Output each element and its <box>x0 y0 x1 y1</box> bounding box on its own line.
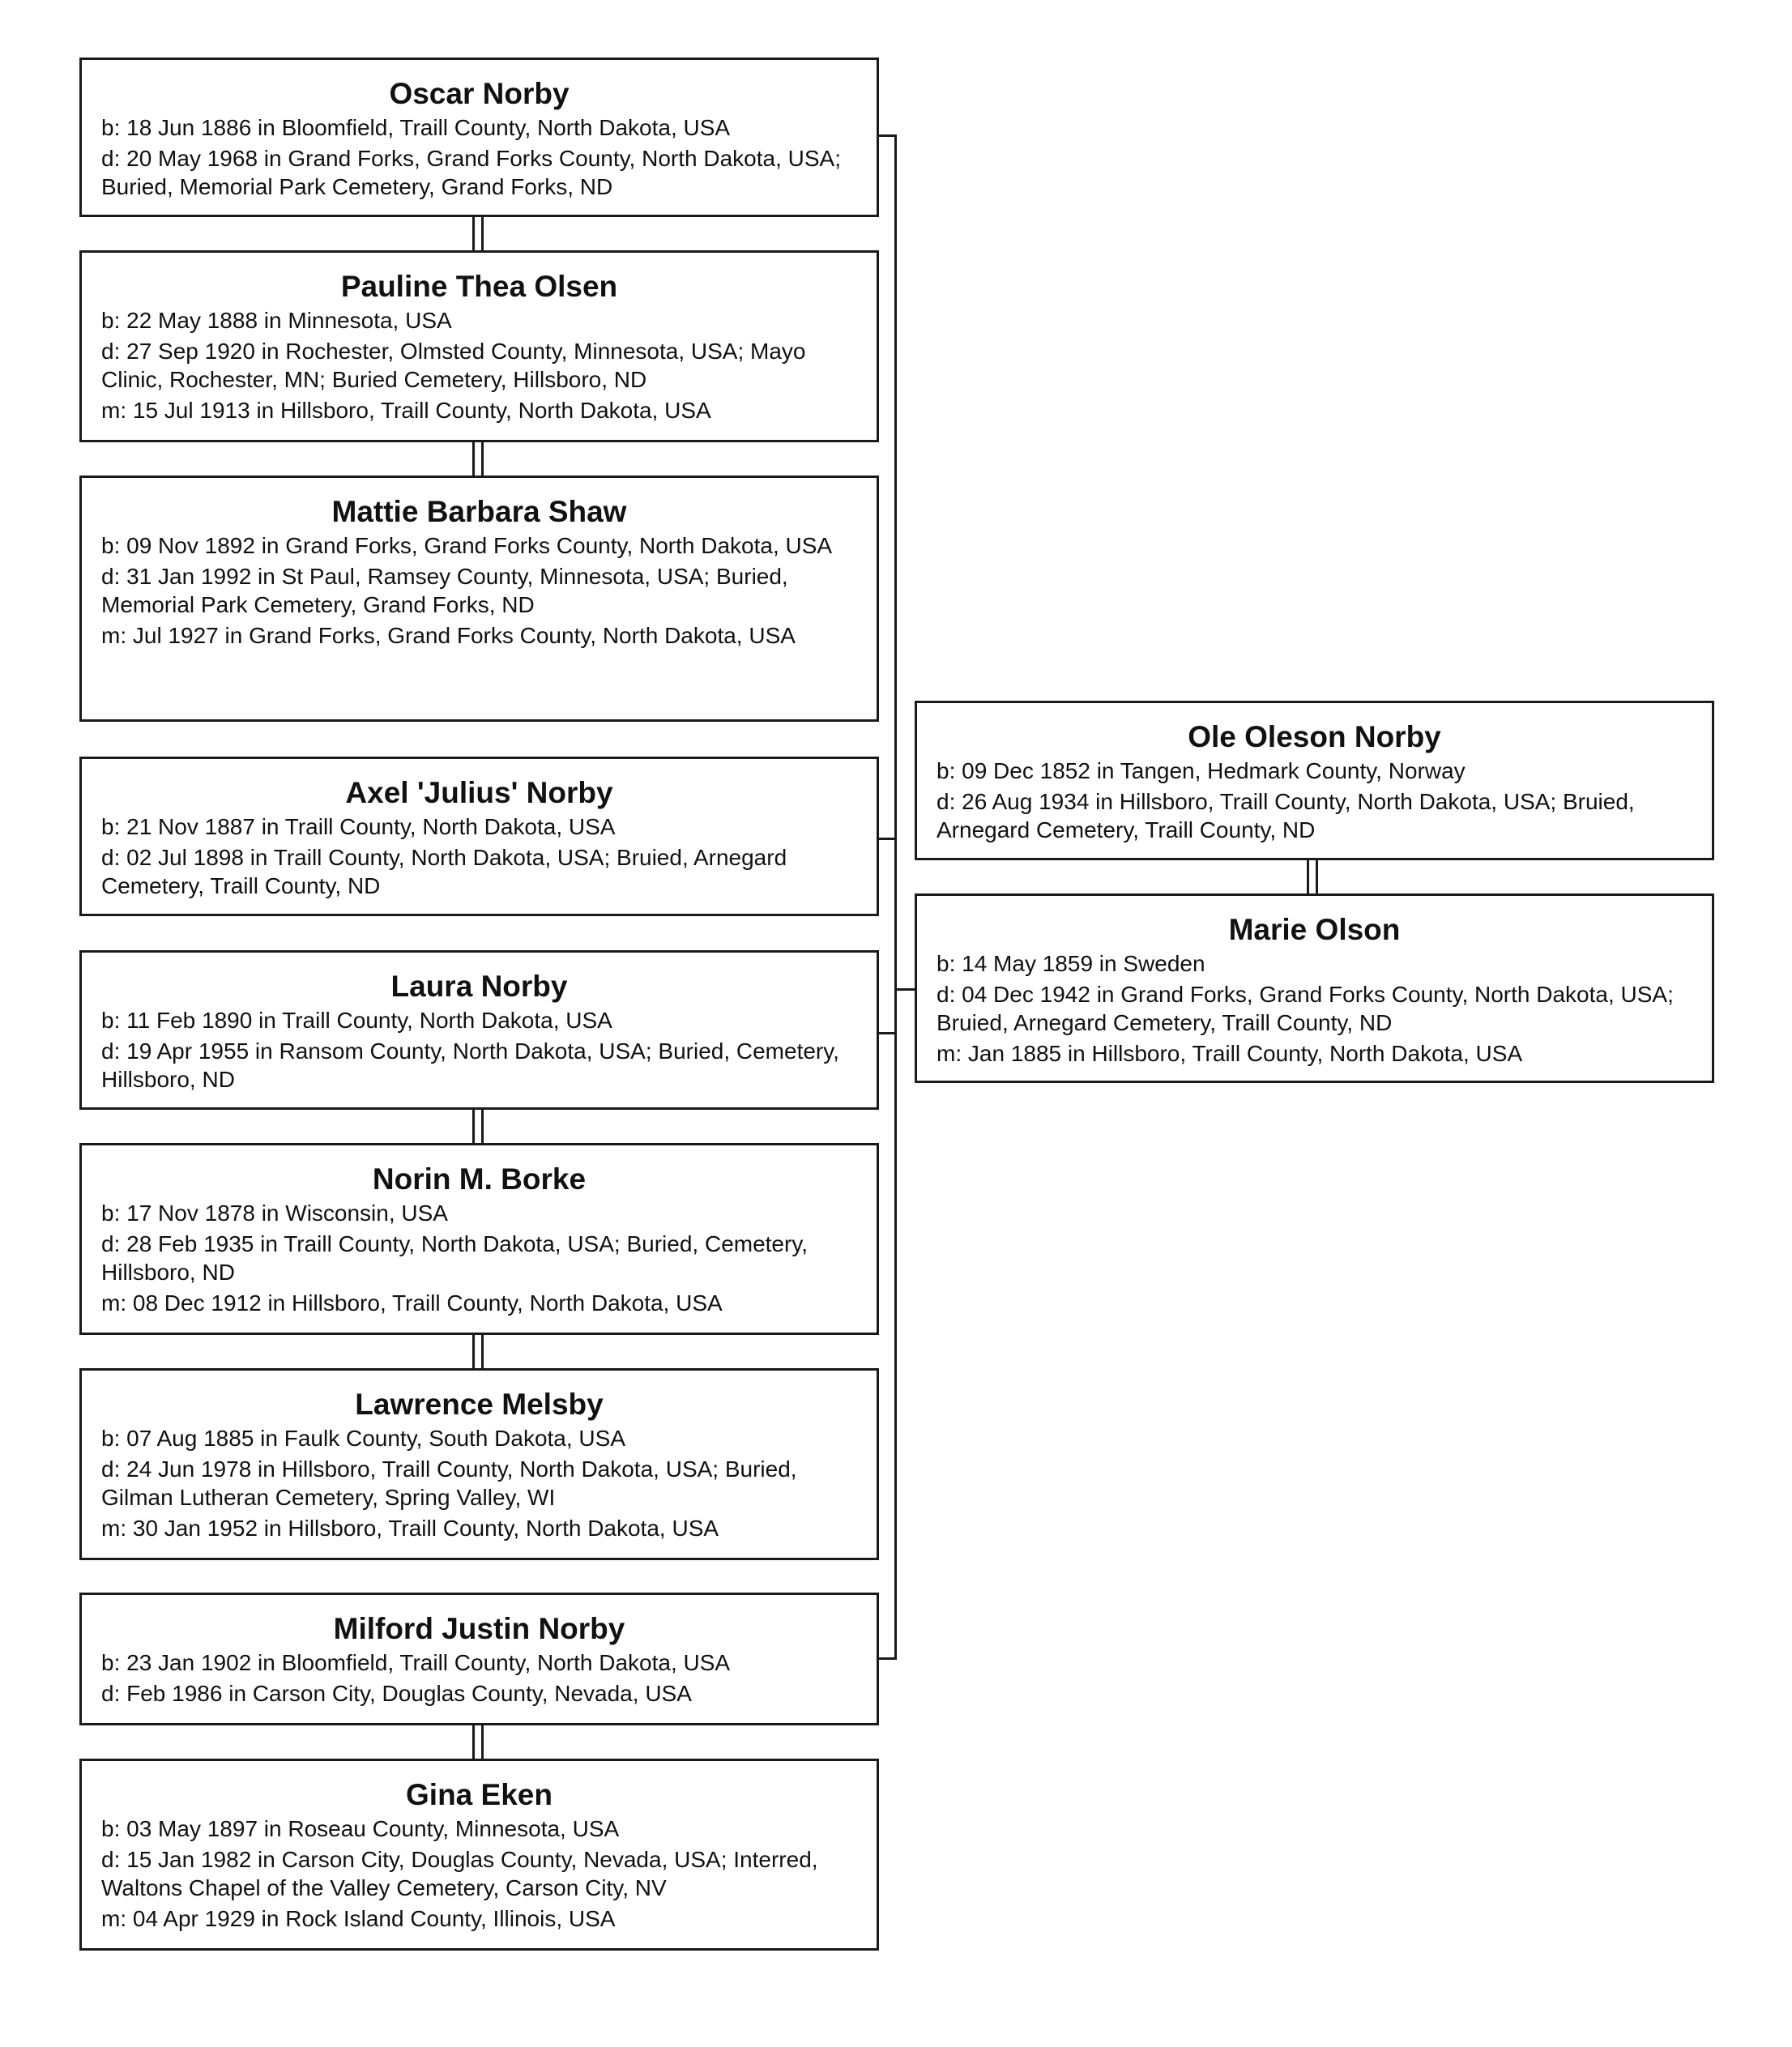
person-name: Oscar Norby <box>389 77 570 110</box>
birth-fact: b: 14 May 1859 in Sweden <box>937 951 1205 976</box>
parent-child-vertical <box>894 134 897 1660</box>
spouse-connector <box>1307 859 1309 895</box>
birth-fact: b: 07 Aug 1885 in Faulk County, South Dakota, USA <box>101 1426 625 1451</box>
person-name: Axel 'Julius' Norby <box>345 776 613 809</box>
person-card-mattie-barbara-shaw[interactable] <box>79 476 879 722</box>
birth-fact: b: 23 Jan 1902 in Bloomfield, Traill County, North Dakota, USA <box>101 1650 731 1675</box>
death-fact: d: 20 May 1968 in Grand Forks, Grand Forks County, North Dakota, USA; Buried, Memorial Park Cemetery, Grand Forks, ND <box>101 146 841 199</box>
spouse-connector <box>472 1108 475 1145</box>
spouse-connector <box>1316 859 1318 895</box>
death-fact: d: 31 Jan 1992 in St Paul, Ramsey County, Minnesota, USA; Buried, Memorial Park Cemetery, Grand Forks, ND <box>101 564 788 617</box>
person-card-milford-justin-norby[interactable] <box>79 1593 879 1725</box>
death-fact: d: 27 Sep 1920 in Rochester, Olmsted County, Minnesota, USA; Mayo Clinic, Rochester, MN; Buried Cemetery, Hillsboro, ND <box>101 339 806 392</box>
person-card-laura-norby[interactable] <box>79 950 879 1110</box>
death-fact: d: 02 Jul 1898 in Traill County, North Dakota, USA; Bruied, Arnegard Cemetery, Traill County, ND <box>101 845 787 898</box>
spouse-connector <box>472 215 475 252</box>
spouse-connector <box>472 1724 475 1760</box>
person-card-axel-julius-norby[interactable] <box>79 757 879 916</box>
person-name: Gina Eken <box>406 1778 553 1811</box>
parent-child-branch <box>879 134 897 137</box>
birth-fact: b: 09 Dec 1852 in Tangen, Hedmark County, Norway <box>937 758 1466 783</box>
spouse-connector <box>481 215 484 252</box>
person-card-pauline-thea-olsen[interactable] <box>79 250 879 442</box>
death-fact: d: 28 Feb 1935 in Traill County, North Dakota, USA; Buried, Cemetery, Hillsboro, ND <box>101 1231 809 1285</box>
person-name: Milford Justin Norby <box>333 1612 625 1645</box>
person-name: Laura Norby <box>390 970 568 1003</box>
marriage-fact: m: Jan 1885 in Hillsboro, Traill County, North Dakota, USA <box>937 1041 1523 1066</box>
parent-child-branch <box>879 1032 897 1034</box>
spouse-connector <box>481 441 484 477</box>
death-fact: d: 04 Dec 1942 in Grand Forks, Grand Forks County, North Dakota, USA; Bruied, Arnegard Cemetery, Traill County, ND <box>937 982 1674 1035</box>
birth-fact: b: 17 Nov 1878 in Wisconsin, USA <box>101 1200 448 1226</box>
person-card-gina-eken[interactable] <box>79 1759 879 1951</box>
spouse-connector <box>472 441 475 477</box>
marriage-fact: m: 30 Jan 1952 in Hillsboro, Traill County, North Dakota, USA <box>101 1516 719 1541</box>
death-fact: d: 24 Jun 1978 in Hillsboro, Traill County, North Dakota, USA; Buried, Gilman Lutheran Cemetery, Spring Valley, WI <box>101 1456 797 1510</box>
person-card-oscar-norby[interactable] <box>79 58 879 217</box>
birth-fact: b: 21 Nov 1887 in Traill County, North Dakota, USA <box>101 814 616 839</box>
person-card-lawrence-melsby[interactable] <box>79 1368 879 1560</box>
marriage-fact: m: 04 Apr 1929 in Rock Island County, Illinois, USA <box>101 1906 616 1931</box>
person-name: Mattie Barbara Shaw <box>331 495 627 528</box>
person-name: Lawrence Melsby <box>355 1388 604 1421</box>
birth-fact: b: 22 May 1888 in Minnesota, USA <box>101 308 452 333</box>
person-name: Ole Oleson Norby <box>1188 720 1441 753</box>
spouse-connector <box>472 1333 475 1370</box>
parent-couple-branch <box>894 988 916 991</box>
spouse-connector <box>481 1724 484 1760</box>
birth-fact: b: 11 Feb 1890 in Traill County, North Dakota, USA <box>101 1008 612 1033</box>
marriage-fact: m: 15 Jul 1913 in Hillsboro, Traill County, North Dakota, USA <box>101 398 711 423</box>
death-fact: d: 19 Apr 1955 in Ransom County, North Dakota, USA; Buried, Cemetery, Hillsboro, ND <box>101 1038 839 1092</box>
spouse-connector <box>481 1108 484 1145</box>
person-name: Marie Olson <box>1228 913 1401 946</box>
person-card-norin-m-borke[interactable] <box>79 1143 879 1335</box>
death-fact: d: 15 Jan 1982 in Carson City, Douglas County, Nevada, USA; Interred, Waltons Chapel of the Valley Cemetery, Carson City, NV <box>101 1847 818 1900</box>
person-card-ole-oleson-norby[interactable] <box>915 701 1714 860</box>
person-name: Pauline Thea Olsen <box>340 270 618 303</box>
person-card-marie-olson[interactable] <box>915 893 1714 1083</box>
birth-fact: b: 03 May 1897 in Roseau County, Minnesota, USA <box>101 1816 620 1841</box>
person-name: Norin M. Borke <box>372 1162 587 1196</box>
birth-fact: b: 09 Nov 1892 in Grand Forks, Grand Forks County, North Dakota, USA <box>101 533 833 558</box>
marriage-fact: m: 08 Dec 1912 in Hillsboro, Traill County, North Dakota, USA <box>101 1290 723 1316</box>
marriage-fact: m: Jul 1927 in Grand Forks, Grand Forks County, North Dakota, USA <box>101 623 796 648</box>
death-fact: d: Feb 1986 in Carson City, Douglas County, Nevada, USA <box>101 1681 692 1706</box>
parent-child-branch <box>879 838 897 840</box>
death-fact: d: 26 Aug 1934 in Hillsboro, Traill County, North Dakota, USA; Bruied, Arnegard Cemetery, Traill County, ND <box>937 789 1635 842</box>
parent-child-branch <box>879 1657 897 1660</box>
spouse-connector <box>481 1333 484 1370</box>
birth-fact: b: 18 Jun 1886 in Bloomfield, Traill County, North Dakota, USA <box>101 115 731 140</box>
